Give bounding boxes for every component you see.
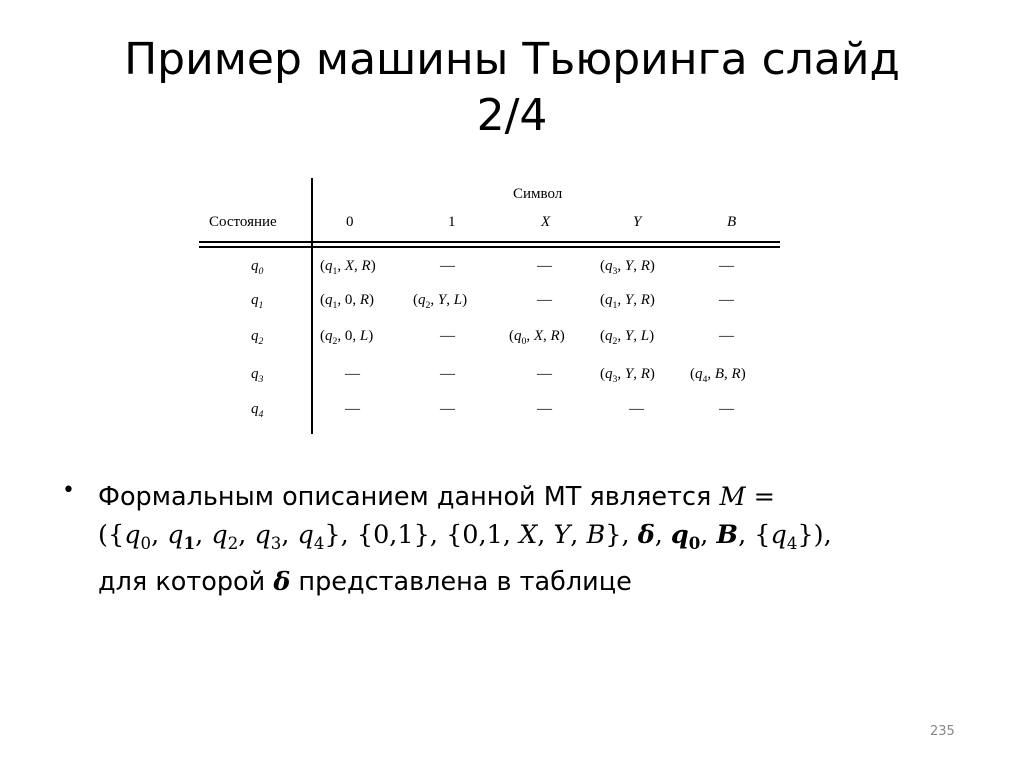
table-cell: ($q_1$, X, R)	[320, 258, 376, 277]
table-cell: —	[537, 401, 552, 417]
table-cell: —	[719, 258, 734, 274]
column-header-1: 1	[448, 214, 456, 230]
table-cell: —	[719, 328, 734, 344]
table-cell: ($q_2$, 0, L)	[320, 328, 374, 347]
column-header-0: 0	[346, 214, 354, 230]
bullet-line3-suffix: представлена в таблице	[290, 567, 632, 598]
column-header-y: Y	[633, 214, 642, 230]
table-cell: —	[629, 401, 644, 417]
table-cell: ($q_4$, B, R)	[690, 366, 746, 385]
table-cell: —	[537, 258, 552, 274]
bullet-text: Формальным описанием данной МТ является M = ({$q_0$, $q_1$, $q_2$, $q_3$, $q_4$}, {0,1}, {0,1, X, Y, B}, δ, $q_0$, B, $\{q_4\}$), для которой δ представлена в таблице	[98, 482, 832, 598]
table-cell: ($q_3$, Y, R)	[600, 366, 655, 385]
table-cell: —	[719, 401, 734, 417]
state-label-q4: $q_4$	[251, 401, 264, 420]
page-number: 235	[930, 724, 955, 739]
column-header-x: X	[541, 214, 551, 230]
table-cell: ($q_1$, 0, R)	[320, 292, 375, 311]
state-label-q0: $q_0$	[251, 258, 264, 277]
table-vertical-divider	[311, 178, 313, 434]
table-cell: ($q_0$, X, R)	[509, 328, 565, 347]
symbol-header: Символ	[513, 186, 563, 202]
bullet-prefix: Формальным описанием данной МТ является	[98, 482, 720, 512]
table-cell: ($q_2$, Y, L)	[413, 292, 468, 311]
table-cell: ($q_2$, Y, L)	[600, 328, 655, 347]
state-header: Состояние	[209, 214, 277, 230]
table-cell: —	[719, 292, 734, 308]
bullet-dot: •	[62, 478, 75, 503]
title-line-1: Пример машины Тьюринга слайд	[124, 34, 900, 85]
table-cell: —	[440, 328, 455, 344]
table-header-rule-double	[199, 246, 780, 248]
transition-table	[197, 178, 782, 434]
title-line-2: 2/4	[476, 90, 548, 141]
state-label-q2: $q_2$	[251, 328, 264, 347]
table-header-rule	[199, 241, 780, 243]
table-cell: —	[345, 401, 360, 417]
column-header-b: B	[727, 214, 737, 230]
state-label-q1: $q_1$	[251, 292, 264, 311]
table-cell: —	[440, 366, 455, 382]
state-label-q3: $q_3$	[251, 366, 264, 385]
bullet-line3-prefix: для которой	[98, 567, 274, 598]
table-cell: —	[440, 258, 455, 274]
table-cell: —	[537, 292, 552, 308]
table-cell: —	[537, 366, 552, 382]
table-cell: ($q_3$, Y, R)	[600, 258, 655, 277]
slide-title	[60, 32, 964, 144]
table-cell: ($q_1$, Y, R)	[600, 292, 655, 311]
table-cell: —	[345, 366, 360, 382]
table-cell: —	[440, 401, 455, 417]
